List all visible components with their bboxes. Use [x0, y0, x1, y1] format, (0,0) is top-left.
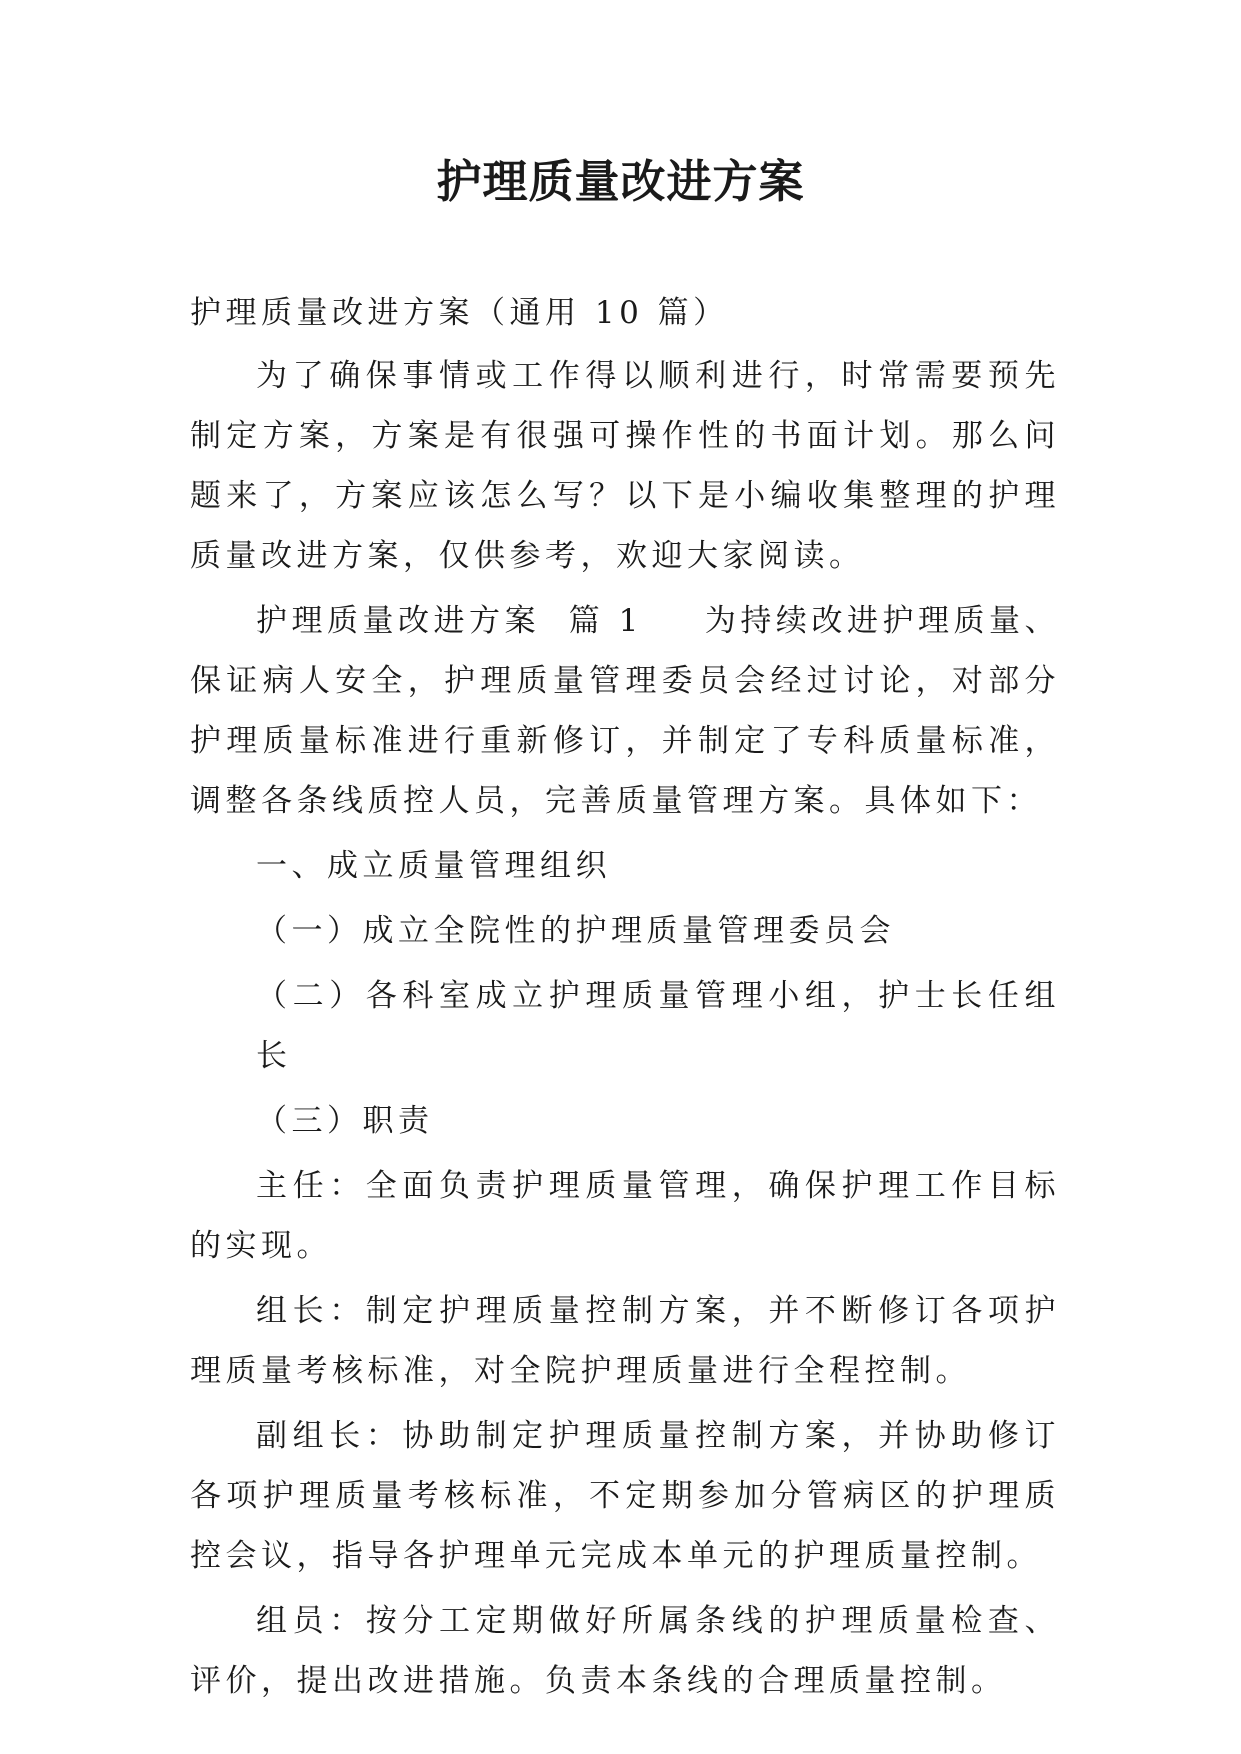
- chapter-intro: 为持续改进护理质量、保证病人安全，护理质量管理委员会经过讨论，对部分护理质量标准进行重新修订，并制定了专科质量标准，调整各条线质控人员，完善质量管理方案。具体如下：: [190, 603, 1060, 819]
- intro-paragraph: 为了确保事情或工作得以顺利进行，时常需要预先制定方案，方案是有很强可操作性的书面计划。那么问题来了，方案应该怎么写？以下是小编收集整理的护理质量改进方案，仅供参考，欢迎大家阅读。: [190, 358, 1060, 574]
- chapter-paragraph: [190, 591, 1060, 831]
- section-heading-1: 一、成立质量管理组织: [256, 848, 611, 884]
- document-title: 护理质量改进方案: [436, 155, 805, 208]
- list-item-1: （一）成立全院性的护理质量管理委员会: [256, 913, 895, 949]
- chapter-heading: 护理质量改进方案 篇 1: [256, 603, 643, 639]
- list-item-3: （三）职责: [256, 1103, 434, 1139]
- document-subtitle: 护理质量改进方案（通用 10 篇）: [190, 295, 729, 331]
- duty-leader-paragraph: 组长：制定护理质量控制方案，并不断修订各项护理质量考核标准，对全院护理质量进行全程控制。: [190, 1293, 1060, 1389]
- document-body: [190, 283, 1060, 1716]
- duty-director-paragraph: 主任：全面负责护理质量管理，确保护理工作目标的实现。: [190, 1168, 1060, 1264]
- list-item-2: （二）各科室成立护理质量管理小组，护士长任组长: [256, 978, 1060, 1074]
- duty-member-paragraph: 组员：按分工定期做好所属条线的护理质量检查、评价，提出改进措施。负责本条线的合理质量控制。: [190, 1603, 1060, 1699]
- duty-deputy-paragraph: 副组长：协助制定护理质量控制方案，并协助修订各项护理质量考核标准，不定期参加分管病区的护理质控会议，指导各护理单元完成本单元的护理质量控制。: [190, 1418, 1060, 1574]
